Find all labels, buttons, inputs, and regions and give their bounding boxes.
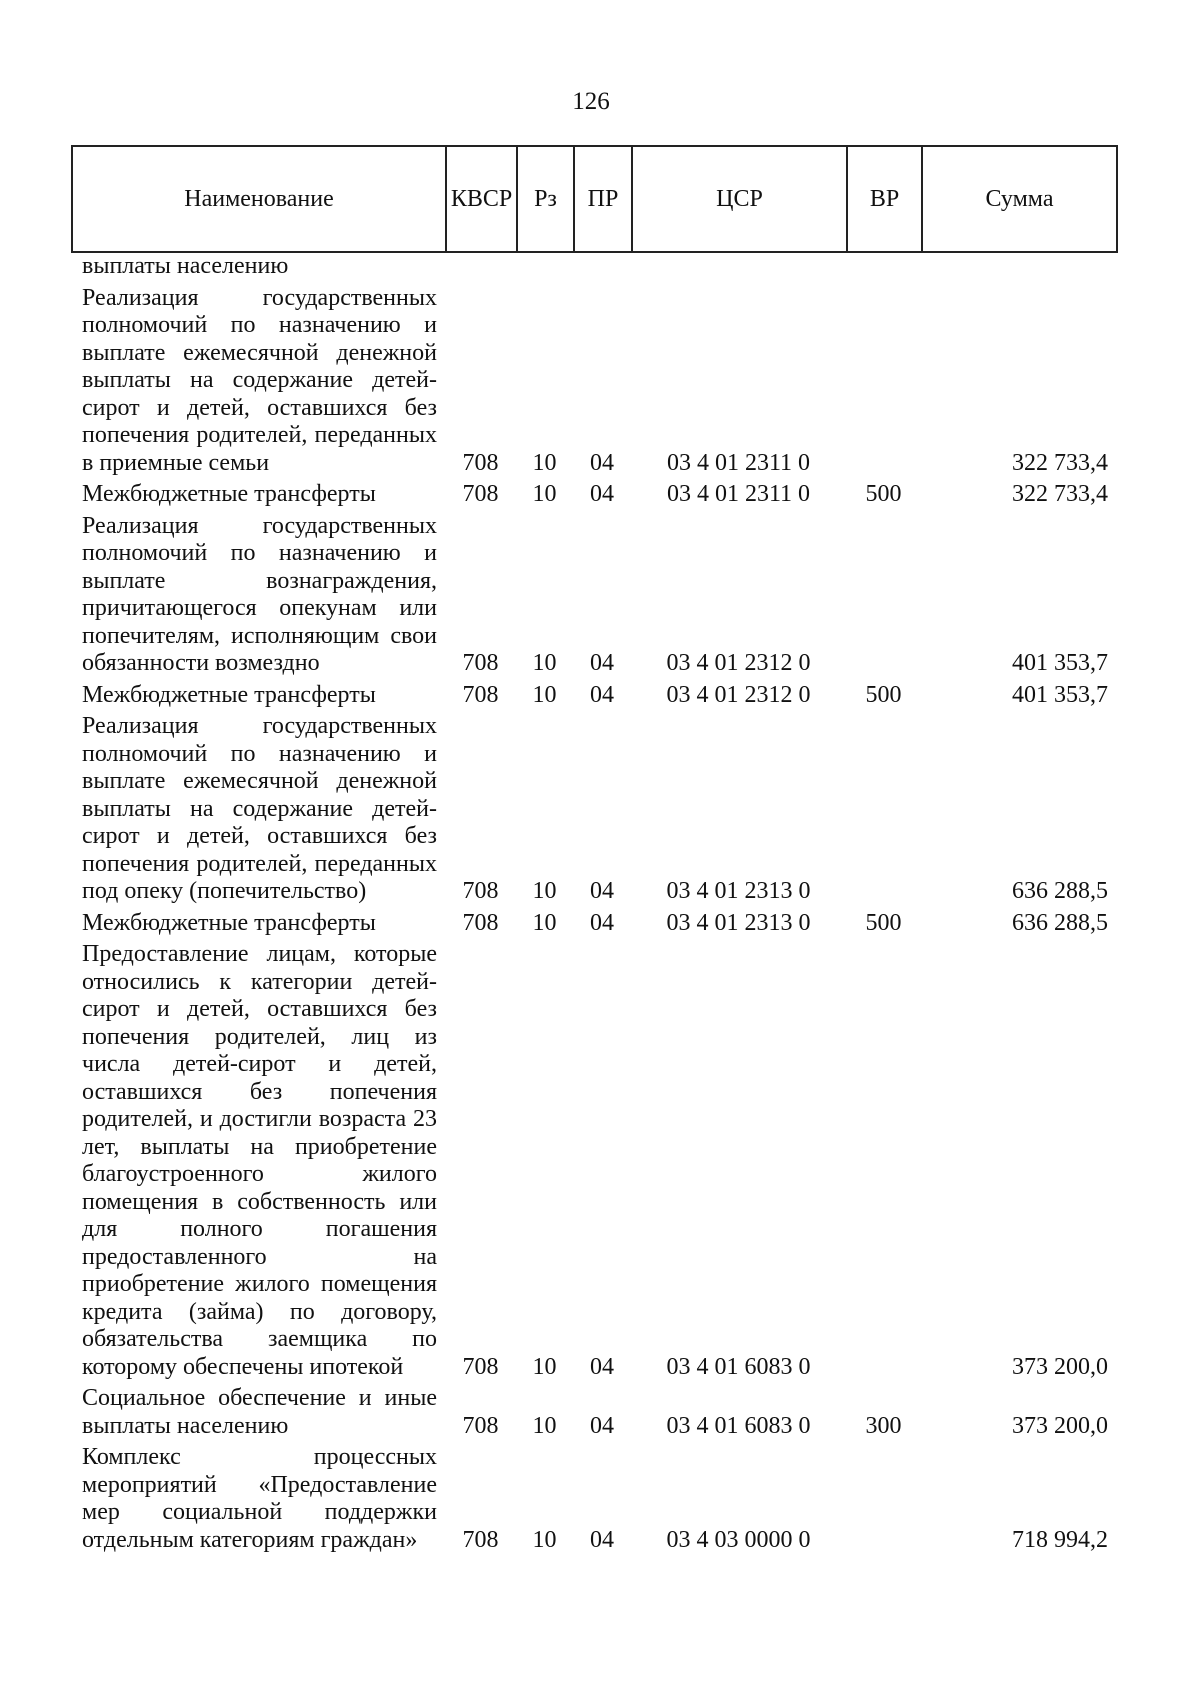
- row-pr: 04: [590, 449, 614, 476]
- row-rz: 10: [532, 878, 557, 904]
- row-sum: 636 288,5: [1012, 909, 1108, 936]
- row-csr: 03 4 01 2311 0: [666, 449, 811, 476]
- table-row: [71, 941, 1118, 1381]
- row-pr: 04: [590, 481, 614, 507]
- row-vr: 300: [865, 1412, 902, 1439]
- row-rz: 10: [532, 909, 557, 936]
- page-number: 126: [572, 88, 610, 115]
- row-rz: 10: [532, 1353, 557, 1380]
- row-kvsr: 708: [462, 909, 499, 936]
- row-csr: 03 4 01 2313 0: [666, 909, 811, 936]
- row-sum: 322 733,4: [1012, 449, 1108, 476]
- row-name: Социальное обеспечение и иные выплаты населению: [82, 1385, 437, 1439]
- row-kvsr: 708: [462, 449, 499, 476]
- row-rz: 10: [532, 449, 557, 476]
- row-name: Реализация государственных полномочий по назначению и выплате ежемесячной денежной выплаты на содержание детей-сирот и детей, оставшихся без попечения родителей, переданных под опеку (попечительство): [82, 713, 437, 904]
- row-sum: 401 353,7: [1012, 650, 1108, 676]
- table-row: [71, 253, 1118, 281]
- table-row: [71, 1385, 1118, 1440]
- table-row: [71, 285, 1118, 478]
- row-vr: 500: [865, 481, 902, 507]
- row-pr: 04: [590, 878, 614, 904]
- header-csr: ЦСР: [633, 147, 848, 251]
- table-header: [71, 145, 1118, 253]
- row-sum: 718 994,2: [1012, 1526, 1108, 1553]
- row-rz: 10: [532, 481, 557, 507]
- row-sum: 636 288,5: [1012, 878, 1108, 904]
- row-name: Предоставление лицам, которые относились к категории детей-сирот и детей, оставшихся без попечения родителей, лиц из числа детей-сирот и детей, оставшихся без попечения родителей, и достигли возраста 23 лет, выплаты на приобретение благоустроенного жилого помещения в собственность или для полного погашения предоставленного на приобретение жилого помещения кредита (займа) по договору, обязательства заемщика по которому обеспечены ипотекой: [82, 941, 437, 1380]
- row-csr: 03 4 01 2311 0: [666, 481, 811, 507]
- table-row: [71, 513, 1118, 678]
- header-sum: Сумма: [985, 185, 1054, 212]
- row-rz: 10: [532, 650, 557, 676]
- row-pr: 04: [590, 1526, 614, 1553]
- row-kvsr: 708: [462, 1412, 499, 1439]
- table-body: [71, 253, 1118, 1554]
- row-name: Реализация государственных полномочий по назначению и выплате вознаграждения, причитающегося опекунам или попечителям, исполняющим свои обязанности возмездно: [82, 512, 437, 676]
- header-vr: ВР: [848, 147, 923, 251]
- row-pr: 04: [590, 1353, 614, 1380]
- row-kvsr: 708: [462, 481, 499, 507]
- row-csr: 03 4 01 2313 0: [666, 878, 811, 904]
- row-pr: 04: [590, 681, 614, 708]
- table-row: [71, 481, 1118, 509]
- row-pr: 04: [590, 650, 614, 676]
- row-sum: 373 200,0: [1012, 1412, 1108, 1439]
- row-kvsr: 708: [462, 681, 499, 708]
- row-csr: 03 4 01 2312 0: [666, 681, 811, 708]
- table-row: [71, 1444, 1118, 1554]
- row-vr: 500: [865, 681, 902, 708]
- row-rz: 10: [532, 1412, 557, 1439]
- row-name: Реализация государственных полномочий по назначению и выплате ежемесячной денежной выплаты на содержание детей-сирот и детей, оставшихся без попечения родителей, переданных в приемные семьи: [82, 284, 437, 476]
- row-name: Комплекс процессных мероприятий «Предоставление мер социальной поддержки отдельным категориям граждан»: [82, 1444, 437, 1553]
- row-kvsr: 708: [462, 1353, 499, 1380]
- table-row: [71, 682, 1118, 710]
- row-rz: 10: [532, 681, 557, 708]
- row-name: Межбюджетные трансферты: [82, 481, 376, 507]
- row-kvsr: 708: [462, 878, 499, 904]
- row-rz: 10: [532, 1526, 557, 1553]
- row-csr: 03 4 01 2312 0: [666, 650, 811, 676]
- row-pr: 04: [590, 909, 614, 936]
- header-rz: Рз: [518, 147, 575, 251]
- row-kvsr: 708: [462, 1526, 499, 1553]
- row-sum: 401 353,7: [1012, 681, 1108, 708]
- header-kvsr: КВСР: [447, 147, 518, 251]
- table-row: [71, 713, 1118, 906]
- row-sum: 322 733,4: [1012, 481, 1108, 507]
- row-kvsr: 708: [462, 650, 499, 676]
- header-name: Наименование: [73, 147, 447, 251]
- row-csr: 03 4 01 6083 0: [666, 1353, 811, 1380]
- table-row: [71, 910, 1118, 938]
- row-name: Межбюджетные трансферты: [82, 909, 376, 936]
- row-csr: 03 4 01 6083 0: [666, 1412, 811, 1439]
- row-name: Межбюджетные трансферты: [82, 681, 376, 708]
- row-csr: 03 4 03 0000 0: [666, 1526, 811, 1553]
- row-name: выплаты населению: [82, 253, 289, 279]
- row-sum: 373 200,0: [1012, 1353, 1108, 1380]
- row-vr: 500: [865, 909, 902, 936]
- row-pr: 04: [590, 1412, 614, 1439]
- header-pr: ПР: [575, 147, 633, 251]
